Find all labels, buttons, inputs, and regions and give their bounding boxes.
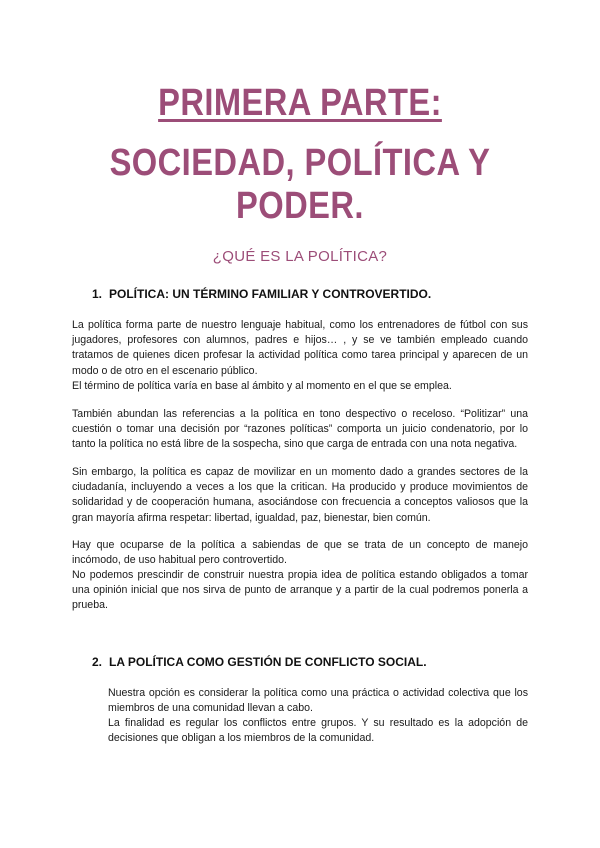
- section-1-paragraph: Sin embargo, la política es capaz de movilizar en un momento dado a grandes sectores de la ciudadanía, incluyendo a veces a los que la critican. Ha producido y produce movimientos de solidaridad y de cooperación humana, asociándose con frecuencia a conceptos valiosos que la gran mayoría afirma respetar: libertad, igualdad, paz, bienestar, bien común.: [72, 466, 528, 524]
- section-2-number: 2.: [92, 655, 103, 669]
- title-line-2: SOCIEDAD, POLÍTICA Y PODER.: [109, 142, 491, 227]
- section-2-heading-text: LA POLÍTICA COMO GESTIÓN DE CONFLICTO SOCIAL.: [109, 655, 427, 669]
- section-2-heading: [92, 655, 427, 669]
- section-1-paragraph: La política forma parte de nuestro lenguaje habitual, como los entrenadores de fútbol con sus jugadores, profesores con alumnos, padres e hijos… , y se ve también empleado cuando tratamos de quienes dicen profesar la actividad política como tarea principal y aparecen de un modo o de otro en el escenario público.: [72, 319, 528, 377]
- section-1-paragraph: También abundan las referencias a la política en tono despectivo o receloso. “Politizar” una cuestión o tomar una decisión por “razones políticas” comporta un juicio condenatorio, por lo tanto la política no está libre de la sospecha, sino que carga de entrada con una nota negativa.: [72, 408, 528, 451]
- subtitle: ¿QUÉ ES LA POLÍTICA?: [212, 248, 388, 265]
- section-1-paragraph: El término de política varía en base al ámbito y al momento en el que se emplea.: [72, 380, 452, 392]
- section-2-paragraph: Nuestra opción es considerar la política como una práctica o actividad colectiva que los miembros de una comunidad llevan a cabo.: [108, 687, 528, 715]
- section-1-paragraph: Hay que ocuparse de la política a sabiendas de que se trata de un concepto de manejo incómodo, de uso habitual pero controvertido.: [72, 539, 528, 567]
- section-2-paragraph: La finalidad es regular los conflictos entre grupos. Y su resultado es la adopción de decisiones que obligan a los miembros de la comunidad.: [108, 717, 528, 745]
- section-1-heading: [92, 287, 431, 301]
- section-1-paragraph: No podemos prescindir de construir nuestra propia idea de política estando obligados a tomar una opinión inicial que nos sirva de punto de arranque y a partir de la cual podremos ponerla a prueba.: [72, 569, 528, 612]
- title-line-1: PRIMERA PARTE:: [158, 82, 442, 124]
- section-1-number: 1.: [92, 287, 103, 301]
- section-1-heading-text: POLÍTICA: UN TÉRMINO FAMILIAR Y CONTROVERTIDO.: [109, 287, 432, 301]
